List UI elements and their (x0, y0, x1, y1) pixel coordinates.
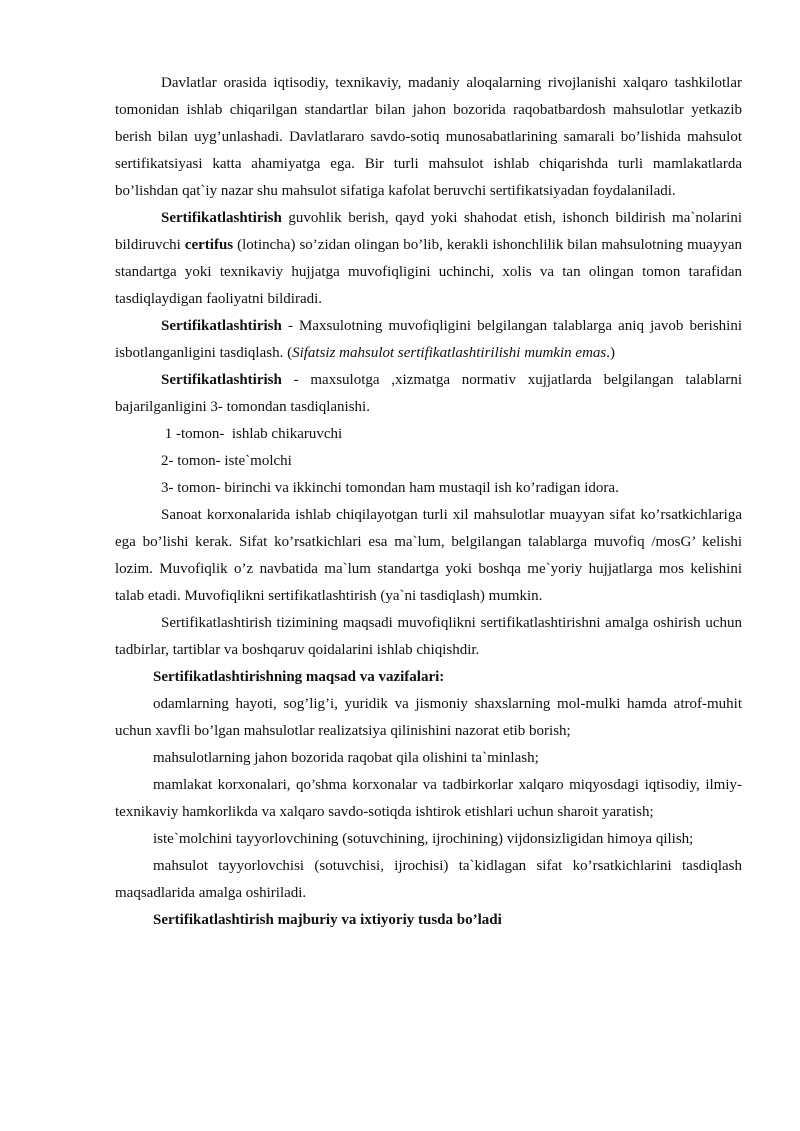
paragraph-text: - Maxsulotning muvofiqligini belgilangan talablarga aniq javob berishini isbotlanganligini tasdiqlash. ( (115, 318, 742, 361)
term-bold: Sertifikatlashtirish (161, 372, 282, 388)
word-certifus: certifus (184, 237, 234, 253)
document-page (115, 70, 742, 934)
paragraph-definition-2 (115, 313, 742, 367)
closing-statement (115, 907, 742, 934)
side-item: 1 -tomon- ishlab chikaruvchi (161, 426, 343, 442)
closing-text: Sertifikatlashtirish majburiy va ixtiyoriy tusda bo’ladi (153, 912, 502, 928)
goal-item: odamlarning hayoti, sog’lig’i, yuridik va jismoniy shaxslarning mol-mulki hamda atrof-muhit uchun xavfli bo’lgan mahsulotlar realizatsiya qilinishini nazorat etib borish; (115, 696, 742, 739)
paragraph-text: - maxsulotga ,xizmatga normativ xujjatlarda belgilangan talablarni bajarilganligini 3- tomondan tasdiqlanishi. (115, 372, 742, 415)
goal-item: mahsulotlarning jahon bozorida raqobat qila olishini ta`minlash; (153, 750, 539, 766)
goals-heading-text: Sertifikatlashtirishning maqsad va vazifalari: (153, 669, 445, 685)
paragraph-system-goal: Sertifikatlashtirish tizimining maqsadi muvofiqlikni sertifikatlashtirishni amalga oshirish uchun tadbirlar, tartiblar va boshqaruv qoidalarini ishlab chiqishdir. (115, 615, 742, 658)
goal-item: mahsulot tayyorlovchisi (sotuvchisi, ijrochisi) ta`kidlagan sifat ko’rsatkichlarini tasdiqlash maqsadlarida amalga oshiriladi. (115, 858, 742, 901)
goals-heading (115, 664, 742, 691)
paragraph-text: guvohlik berish, qayd yoki shahodat etish, ishonch bildirish ma`nolarini bildiruvchi (115, 210, 742, 253)
goal-item: iste`molchini tayyorlovchining (sotuvchining, ijrochining) vijdonsizligidan himoya qilish; (153, 831, 694, 847)
paragraph-text: .) (606, 345, 616, 361)
paragraph-intro: Davlatlar orasida iqtisodiy, texnikaviy, madaniy aloqalarning rivojlanishi xalqaro tashkilotlar tomonidan ishlab chiqarilgan standartlar bilan jahon bozorida raqobatbardosh mahsulotlar yetkazib berish bilan uyg’unlashadi. Davlatlararo savdo-sotiq munosabatlarining samarali bo’lishida mahsulot sertifikatsiyasi katta ahamiyatga ega. Bir turli mahsulot ishlab chiqarishda turli mamlakatlarda bo’lishdan qat`iy nazar shu mahsulot sifatiga kafolat beruvchi sertifikatsiyadan foydalaniladi. (115, 75, 742, 199)
paragraph-definition-certifus (115, 205, 742, 313)
side-item: 3- tomon- birinchi va ikkinchi tomondan ham mustaqil ish ko’radigan idora. (161, 480, 619, 496)
paragraph-text: (lotincha) so’zidan olingan bo’lib, kerakli ishonchlilik bilan mahsulotning muayyan standartga yoki texnikaviy hujjatga muvofiqligini uchinchi, xolis va tan olingan tomon tarafidan tasdiqlaydigan faoliyatni bildiradi. (115, 237, 742, 307)
side-item: 2- tomon- iste`molchi (161, 453, 292, 469)
term-bold: Sertifikatlashtirish (161, 318, 282, 334)
paragraph-conformity: Sanoat korxonalarida ishlab chiqilayotgan turli xil mahsulotlar muayyan sifat ko’rsatkichlariga ega bo’lishi kerak. Sifat ko’rsatkichlari esa ma`lum, belgilangan talablarga muvofiq /mosG’ kelishi lozim. Muvofiqlik o’z navbatida ma`lum standartga yoki boshqa me`yoriy hujjatlarga mos kelishini talab etadi. Muvofiqlikni sertifikatlashtirish (ya`ni tasdiqlash) mumkin. (115, 507, 742, 604)
term-bold: Sertifikatlashtirish (161, 210, 282, 226)
paragraph-definition-3 (115, 367, 742, 421)
italic-note: Sifatsiz mahsulot sertifikatlashtirilishi mumkin emas (292, 345, 607, 361)
goal-item: mamlakat korxonalari, qo’shma korxonalar va tadbirkorlar xalqaro miqyosdagi iqtisodiy, ilmiy-texnikaviy hamkorlikda va xalqaro savdo-sotiqda ishtirok etishlari uchun sharoit yaratish; (115, 777, 742, 820)
